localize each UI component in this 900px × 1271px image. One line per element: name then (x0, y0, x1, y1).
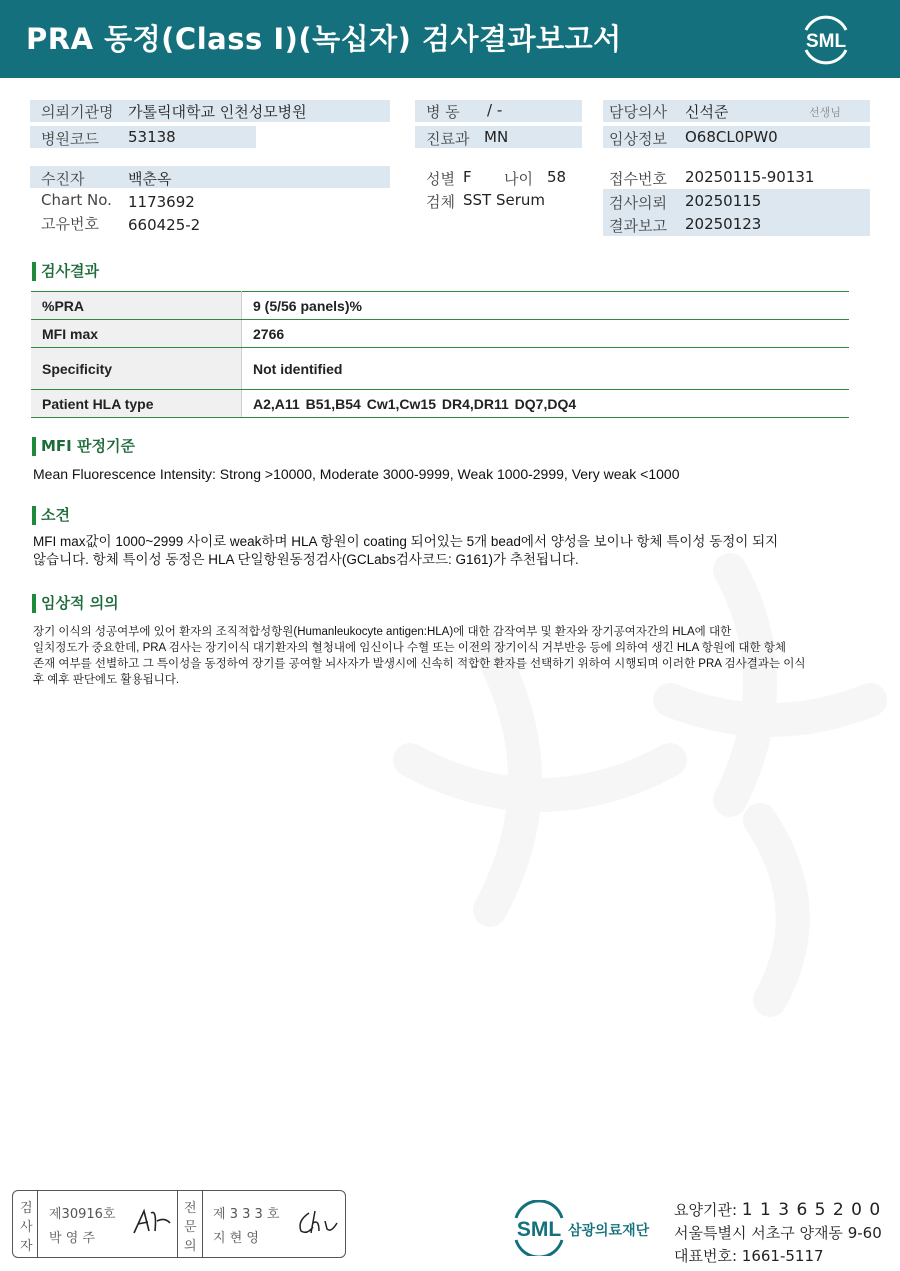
age-label: 나이 (504, 170, 533, 188)
chart-value: 1173692 (128, 193, 195, 211)
specialist-license: 제 3 3 3 호 (213, 1207, 280, 1222)
clinical-meaning-section-title: 임상적 의의 (32, 594, 119, 613)
table-row (31, 292, 849, 320)
chart-label: Chart No. (41, 191, 112, 209)
receipt-label: 접수번호 (609, 170, 667, 188)
tester-license: 제30916호 (49, 1207, 116, 1222)
result-value: 2766 (242, 320, 850, 348)
header-bar (0, 0, 900, 78)
result-value: Not identified (242, 348, 850, 390)
result-value: 9 (5/56 panels)% (242, 292, 850, 320)
report-date-label: 결과보고 (609, 217, 667, 235)
org-logo (512, 1200, 662, 1260)
result-key: MFI max (31, 320, 242, 348)
clinical-meaning-line: 존재 여부를 선별하고 그 특이성을 동정하여 장기를 공여할 뇌사자가 발생시에 신속히 적합한 환자를 선택하기 위하여 시행되며 이러한 PRA 검사결과는 이식 (33, 658, 806, 670)
phone-value: 1661-5117 (741, 1247, 824, 1265)
specialist-signature (295, 1209, 341, 1237)
doctor-suffix: 선생님 (809, 106, 841, 119)
specialist-label-char: 전 (184, 1201, 197, 1216)
care-code-label: 요양기관: (674, 1201, 738, 1219)
signature-box (12, 1190, 346, 1258)
specialist-label-char: 문 (184, 1220, 197, 1235)
receipt-value: 20250115-90131 (685, 168, 815, 186)
tester-label-char: 자 (20, 1239, 33, 1254)
clinical-value: O68CL0PW0 (685, 128, 778, 146)
doctor-label: 담당의사 (609, 103, 667, 121)
result-key: %PRA (31, 292, 242, 320)
institution-value: 가톨릭대학교 인천성모병원 (128, 103, 307, 121)
sex-value: F (463, 168, 472, 186)
table-row (31, 320, 849, 348)
request-label: 검사의뢰 (609, 194, 667, 212)
institution-label: 의뢰기관명 (41, 103, 114, 121)
patient-label: 수진자 (41, 170, 85, 188)
tester-label-char: 사 (20, 1220, 33, 1235)
care-code-value: 1 1 3 6 5 2 0 0 (741, 1200, 882, 1220)
specimen-value: SST Serum (463, 191, 546, 209)
sml-logo-icon (796, 10, 856, 66)
cross-watermark-icon (370, 530, 890, 1030)
report-date-value: 20250123 (685, 215, 762, 233)
mfi-text: Mean Fluorescence Intensity: Strong >10000, Moderate 3000-9999, Weak 1000-2999, Very weak <1000 (33, 466, 680, 482)
opinion-line: MFI max값이 1000~2999 사이로 weak하며 HLA 항원이 coating 되어있는 5개 bead에서 양성을 보이나 항체 특이성 동정이 되지 (33, 534, 779, 549)
request-value: 20250115 (685, 192, 762, 210)
hospital-code-label: 병원코드 (41, 130, 99, 148)
table-row (31, 348, 849, 390)
tester-signature (131, 1207, 173, 1237)
table-row (31, 390, 849, 418)
dept-label: 진료과 (426, 130, 470, 148)
unique-label: 고유번호 (41, 215, 99, 233)
specialist-name: 지 현 영 (213, 1231, 259, 1246)
org-logo-text: SML (516, 1218, 562, 1241)
sml-footer-logo-icon (512, 1200, 662, 1256)
result-key: Patient HLA type (31, 390, 242, 418)
dept-value: MN (484, 128, 509, 146)
mfi-section-title: MFI 판정기준 (32, 437, 135, 456)
specialist-label-char: 의 (184, 1239, 197, 1254)
ward-label: 병 동 (426, 103, 460, 121)
specimen-label: 검체 (426, 193, 455, 211)
opinion-section-title: 소견 (32, 506, 70, 525)
phone-line (674, 1245, 824, 1266)
phone-label: 대표번호: (674, 1247, 738, 1265)
unique-value: 660425-2 (128, 216, 201, 234)
result-value: A2,A11 B51,B54 Cw1,Cw15 DR4,DR11 DQ7,DQ4 (242, 390, 850, 418)
ward-value: / - (487, 101, 503, 119)
patient-value: 백춘옥 (128, 170, 172, 188)
hospital-code-value: 53138 (128, 128, 176, 146)
doctor-value: 신석준 (685, 103, 729, 121)
report-title: PRA 동정(Class I)(녹십자) 검사결과보고서 (26, 22, 622, 56)
results-section-title: 검사결과 (32, 262, 99, 281)
care-code-line (674, 1199, 881, 1220)
clinical-meaning-line: 일치정도가 중요한데, PRA 검사는 장기이식 대기환자의 혈청내에 임신이나 수혈 또는 이전의 장기이식 거부반응 등에 의하여 생긴 HLA 항원에 대한 항체 (33, 642, 786, 654)
clinical-meaning-line: 후 예후 판단에도 활용됩니다. (33, 674, 180, 686)
sex-label: 성별 (426, 170, 455, 188)
opinion-line: 않습니다. 항체 특이성 동정은 HLA 단일항원동정검사(GCLabs검사코드: G161)가 추천됩니다. (33, 552, 579, 567)
clinical-meaning-line: 장기 이식의 성공여부에 있어 환자의 조직적합성항원(Humanleukocyte antigen:HLA)에 대한 감작여부 및 환자와 장기공여자간의 HLA에 대한 (33, 626, 732, 638)
results-table (31, 291, 849, 418)
logo-text: SML (805, 31, 847, 52)
age-value: 58 (547, 168, 567, 186)
org-name: 삼광의료재단 (568, 1223, 650, 1239)
tester-label-char: 검 (20, 1201, 33, 1216)
clinical-label: 임상정보 (609, 130, 667, 148)
org-address: 서울특별시 서초구 양재동 9-60 (674, 1224, 882, 1242)
tester-name: 박 영 주 (49, 1231, 95, 1246)
result-key: Specificity (31, 348, 242, 390)
